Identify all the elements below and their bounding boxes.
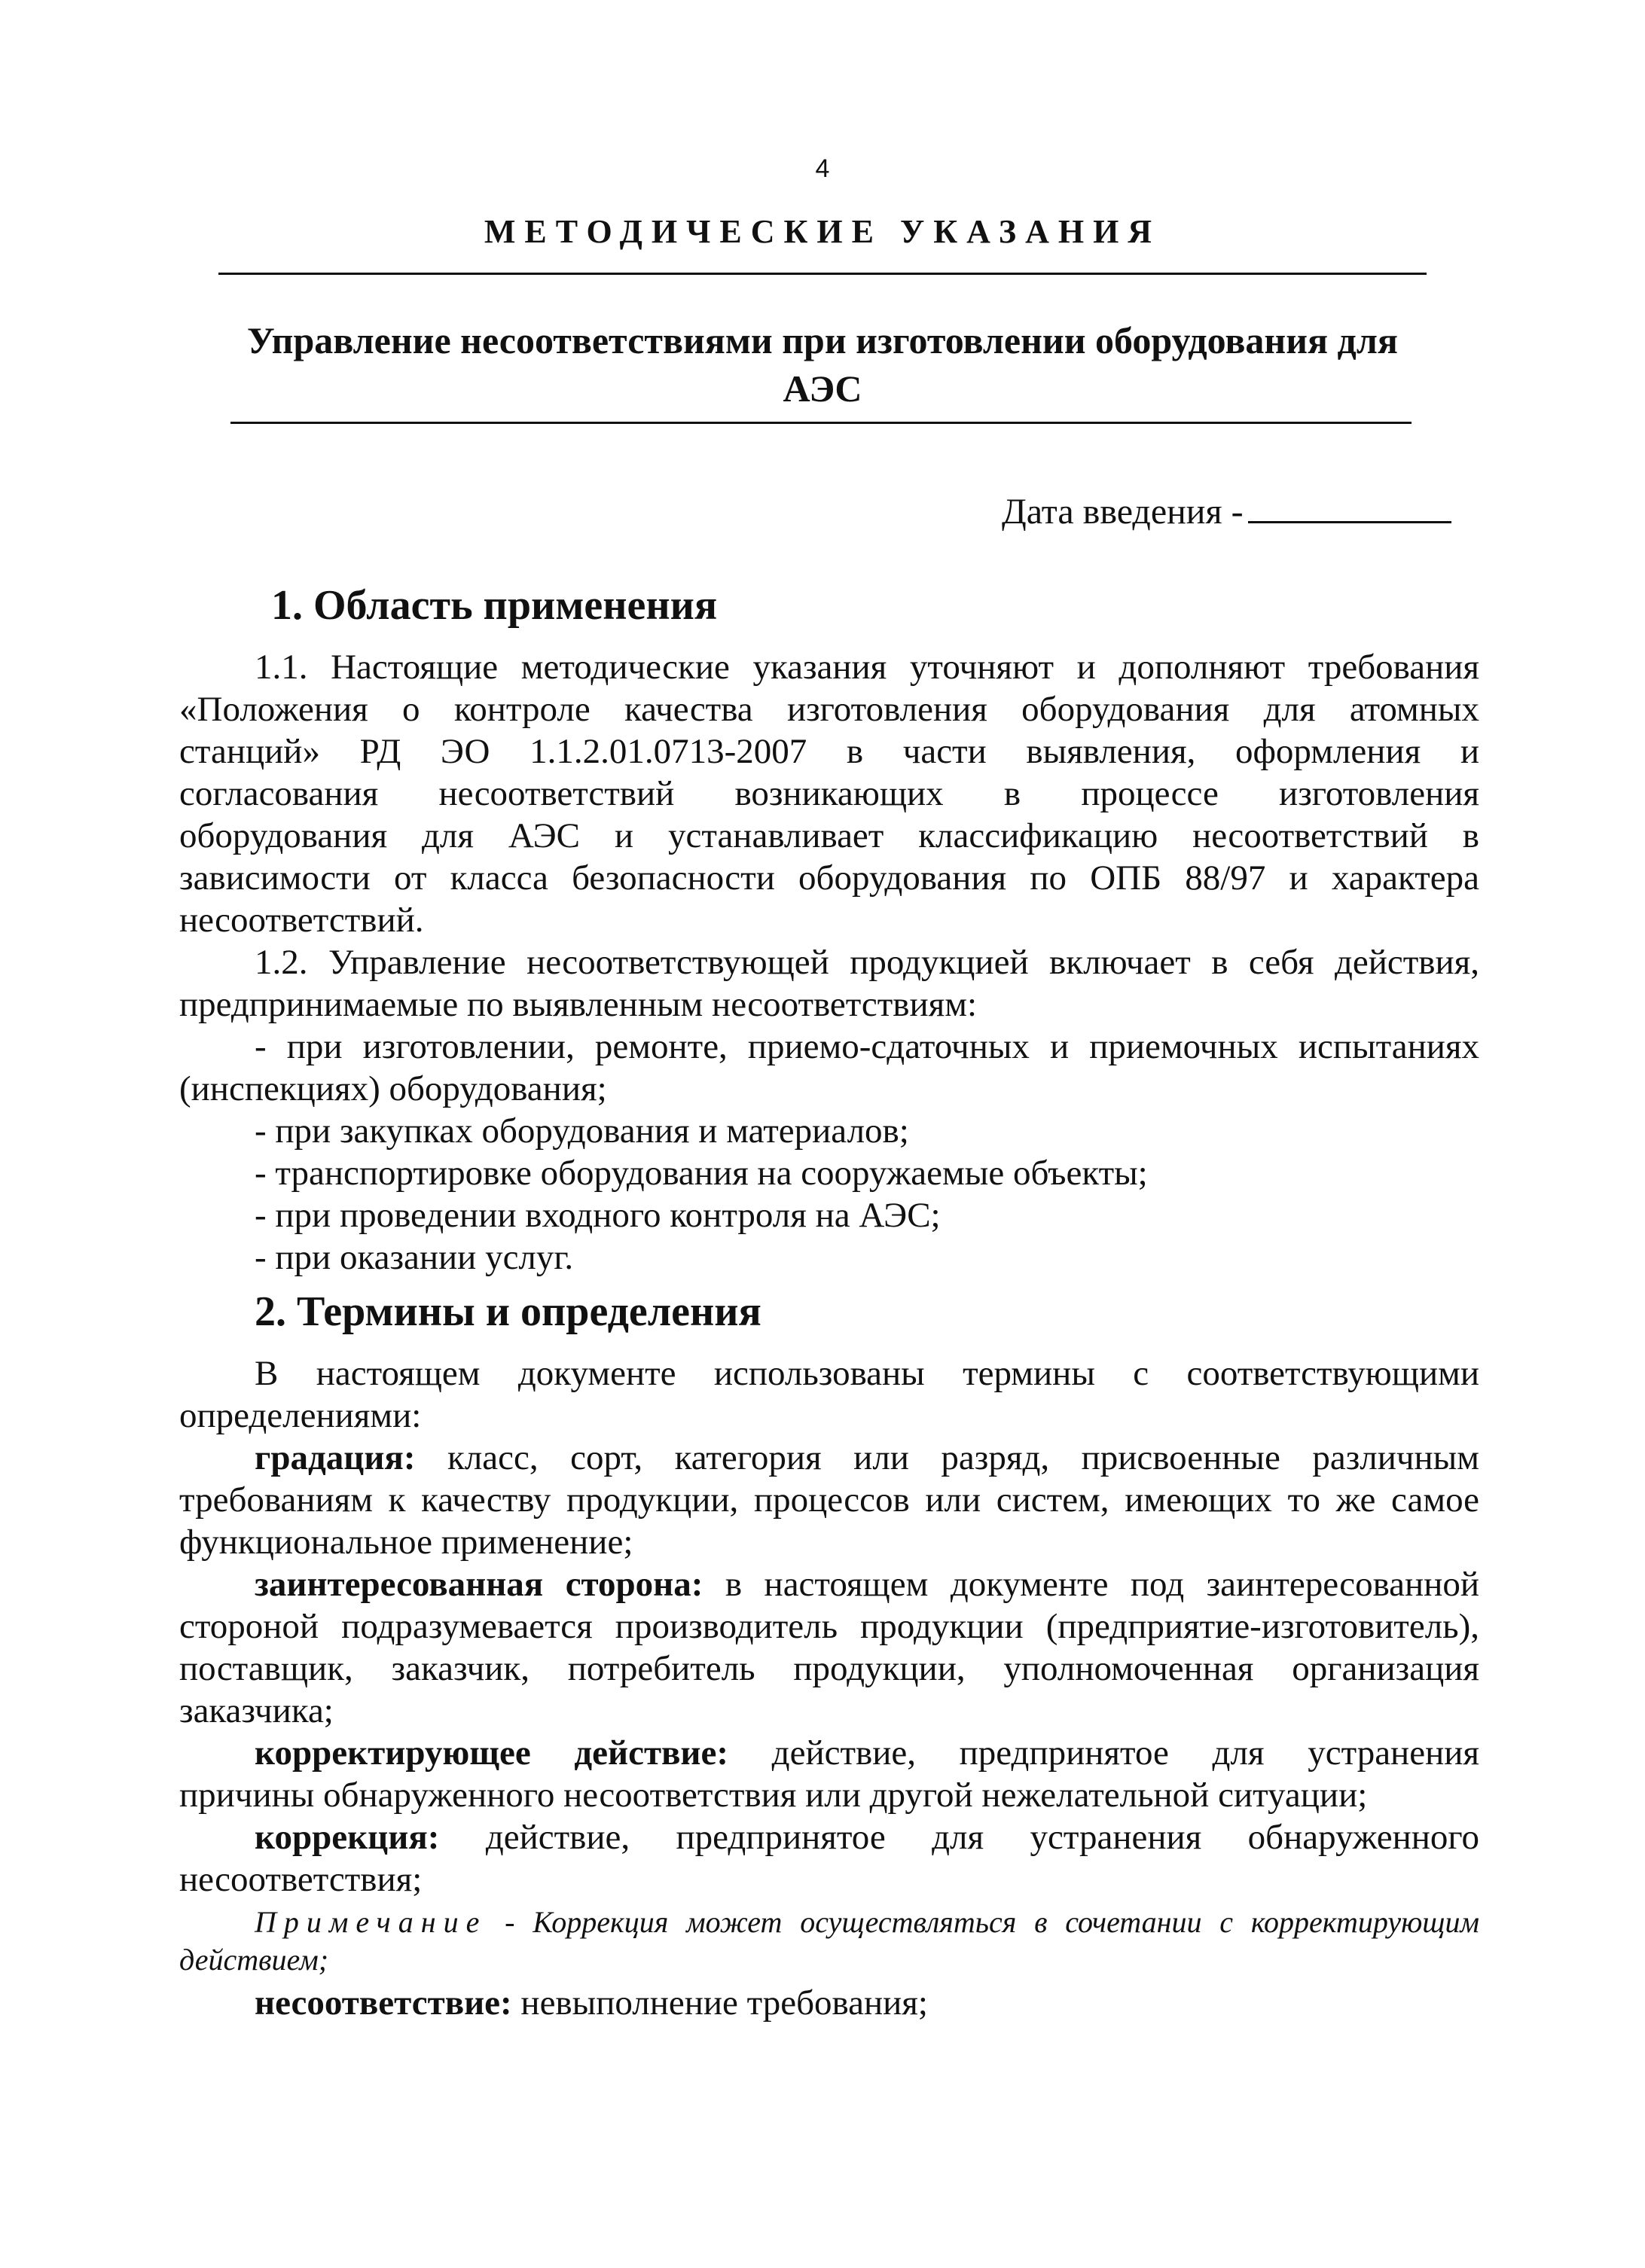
list-item: - транспортировке оборудования на сооружаемые объекты; bbox=[255, 1154, 1148, 1193]
paragraph-line: определениями: bbox=[179, 1396, 422, 1435]
introduction-date-blank bbox=[1248, 491, 1451, 523]
section-1-heading: 1. Область применения bbox=[271, 582, 718, 629]
term-line: функциональное применение; bbox=[179, 1523, 633, 1562]
term-definition: класс, сорт, категория или разряд, присвоенные различным bbox=[415, 1438, 1479, 1477]
introduction-date-label: Дата введения - bbox=[1002, 492, 1244, 532]
term-first-line bbox=[179, 1732, 1479, 1774]
term-definition: в настоящем документе под заинтересованной bbox=[703, 1565, 1479, 1604]
term-nonconformity bbox=[179, 1982, 1479, 2024]
paragraph-line: оборудования для АЭС и устанавливает классификацию несоответствий в bbox=[179, 816, 1479, 855]
document-title-line-1: Управление несоответствиями при изготовлении оборудования для bbox=[247, 319, 1398, 361]
section-2-intro bbox=[179, 1352, 1479, 1437]
term-first-line bbox=[179, 1437, 1479, 1479]
term-name: заинтересованная сторона: bbox=[255, 1565, 703, 1604]
list-item: - при закупках оборудования и материалов; bbox=[255, 1111, 909, 1151]
list-item: - при изготовлении, ремонте, приемо-сдаточных и приемочных испытаниях bbox=[255, 1027, 1479, 1066]
section-1-paragraph-2 bbox=[179, 941, 1479, 1026]
term-interested-party bbox=[179, 1563, 1479, 1732]
term-line: требованиям к качеству продукции, процессов или систем, имеющих то же самое bbox=[179, 1480, 1479, 1520]
term-name: корректирующее действие: bbox=[255, 1733, 728, 1773]
term-definition: действие, предпринятое для устранения обнаруженного bbox=[439, 1818, 1479, 1857]
note bbox=[179, 1904, 1479, 1979]
note-first-line bbox=[179, 1904, 1479, 1941]
note-label: Примечание bbox=[255, 1905, 487, 1939]
introduction-date bbox=[1002, 491, 1451, 532]
document-title-line-2: АЭС bbox=[783, 367, 862, 410]
paragraph-line: зависимости от класса безопасности оборудования по ОПБ 88/97 и характера bbox=[179, 858, 1479, 898]
note-text: - Коррекция может осуществляться в сочетании с корректирующим bbox=[487, 1905, 1479, 1939]
section-1-list bbox=[179, 1026, 1479, 1279]
term-first-line bbox=[179, 1982, 1479, 2024]
term-line: поставщик, заказчик, потребитель продукции, уполномоченная организация bbox=[179, 1649, 1479, 1688]
paragraph-line: согласования несоответствий возникающих в процессе изготовления bbox=[179, 774, 1479, 813]
term-line: заказчика; bbox=[179, 1691, 334, 1730]
paragraph-line: несоответствий. bbox=[179, 901, 424, 940]
term-line: причины обнаруженного несоответствия или другой нежелательной ситуации; bbox=[179, 1776, 1368, 1815]
page-number: 4 bbox=[815, 154, 830, 183]
term-line: стороной подразумевается производитель продукции (предприятие-изготовитель), bbox=[179, 1607, 1479, 1646]
term-definition: невыполнение требования; bbox=[511, 1983, 928, 2023]
term-correction bbox=[179, 1816, 1479, 1901]
paragraph-line: 1.1. Настоящие методические указания уточняют и дополняют требования bbox=[255, 648, 1479, 687]
section-1-paragraph-1 bbox=[179, 646, 1479, 941]
term-name: градация: bbox=[255, 1438, 416, 1477]
section-2-heading: 2. Термины и определения bbox=[255, 1288, 761, 1335]
term-gradation bbox=[179, 1437, 1479, 1563]
term-corrective-action bbox=[179, 1732, 1479, 1816]
term-name: коррекция: bbox=[255, 1818, 440, 1857]
document-type: МЕТОДИЧЕСКИЕ УКАЗАНИЯ bbox=[484, 213, 1161, 250]
header-rule bbox=[218, 273, 1427, 275]
term-first-line bbox=[179, 1816, 1479, 1858]
paragraph-line: В настоящем документе использованы термины с соответствующими bbox=[255, 1354, 1479, 1393]
paragraph-line: «Положения о контроле качества изготовления оборудования для атомных bbox=[179, 690, 1479, 729]
note-line: действием; bbox=[179, 1943, 329, 1977]
term-name: несоответствие: bbox=[255, 1983, 512, 2023]
list-item-continuation: (инспекциях) оборудования; bbox=[179, 1069, 607, 1108]
term-definition: действие, предпринятое для устранения bbox=[728, 1733, 1479, 1773]
list-item: - при оказании услуг. bbox=[255, 1238, 574, 1277]
paragraph-line: станций» РД ЭО 1.1.2.01.0713-2007 в части выявления, оформления и bbox=[179, 732, 1479, 771]
paragraph-line: 1.2. Управление несоответствующей продукцией включает в себя действия, bbox=[255, 943, 1479, 982]
paragraph-line: предпринимаемые по выявленным несоответствиям: bbox=[179, 985, 978, 1024]
title-rule bbox=[230, 422, 1412, 424]
list-item: - при проведении входного контроля на АЭС; bbox=[255, 1196, 941, 1235]
term-first-line bbox=[179, 1563, 1479, 1605]
term-line: несоответствия; bbox=[179, 1860, 423, 1899]
document-title bbox=[226, 316, 1419, 413]
